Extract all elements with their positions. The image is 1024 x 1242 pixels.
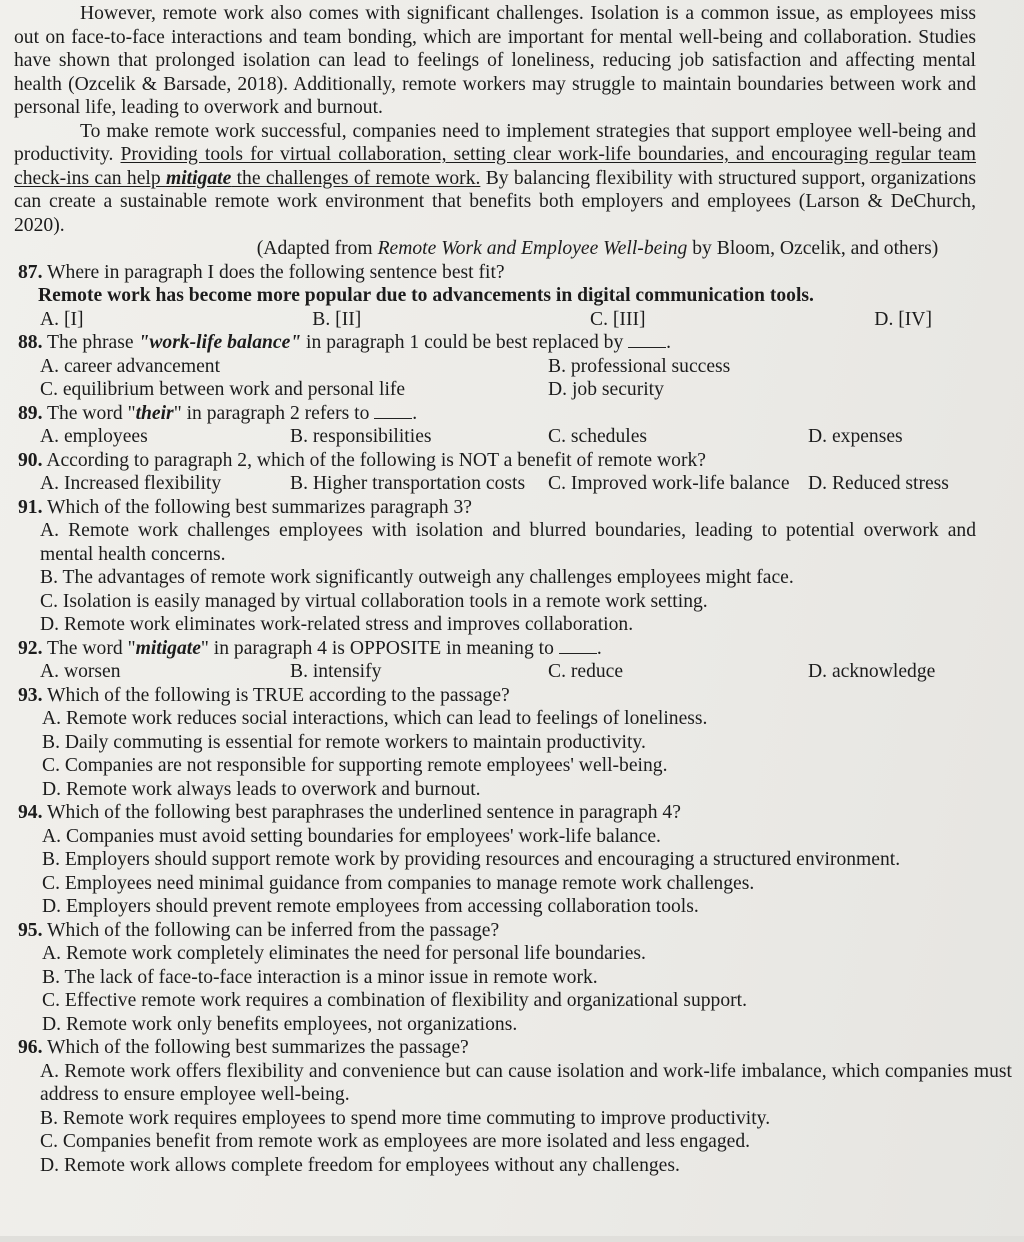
option-d[interactable]: D. Reduced stress — [808, 473, 949, 494]
option-b[interactable]: B. Higher transportation costs — [290, 473, 526, 494]
target-sentence: Remote work has become more popular due to advancements in digital communication tools. — [38, 285, 814, 306]
options-row-1 — [40, 355, 976, 379]
question-number: 90. — [18, 449, 43, 471]
option-c[interactable]: C. schedules — [548, 426, 648, 447]
question-number: 87. — [18, 261, 43, 283]
stem-part-2: " in paragraph 4 is OPPOSITE in meaning to — [200, 637, 554, 659]
question-number: 88. — [18, 332, 43, 353]
option-a[interactable]: A. career advancement — [40, 355, 221, 377]
stem-part-1: The word " — [47, 402, 136, 424]
option-c[interactable]: C. Employees need minimal guidance from companies to manage remote work challenges. — [42, 872, 755, 894]
option-a[interactable]: A. Remote work reduces social interactions, which can lead to feelings of loneliness. — [42, 708, 708, 729]
question-88: 88. The phrase "work-life balance" in paragraph 1 could be best replaced by . A. career advancement B. professional success C. equilibrium between work and personal life D. job security — [18, 331, 976, 402]
stem-part-2: in paragraph 1 could be best replaced by — [301, 332, 624, 353]
option-a[interactable]: A. employees — [40, 426, 148, 447]
passage-paragraph-3 — [14, 2, 976, 120]
question-stem: Which of the following best summarizes paragraph 3? — [47, 496, 472, 518]
option-a[interactable]: A. Remote work completely eliminates the need for personal life boundaries. — [42, 943, 646, 964]
question-number: 91. — [18, 496, 43, 518]
option-a[interactable]: A. Increased flexibility — [40, 473, 222, 494]
option-a[interactable]: A. worsen — [40, 661, 121, 682]
option-c[interactable]: C. [III] — [590, 308, 646, 330]
options-row — [40, 308, 976, 332]
option-b[interactable]: B. Daily commuting is essential for remote workers to maintain productivity. — [42, 731, 646, 753]
option-c[interactable]: C. Isolation is easily managed by virtual collaboration tools in a remote work setting. — [40, 590, 708, 612]
option-b[interactable]: B. professional success — [548, 355, 731, 377]
option-a[interactable]: A. Remote work challenges employees with isolation and blurred boundaries, leading to potential overwork and mental health concerns. — [40, 520, 976, 565]
source-prefix: (Adapted from — [256, 238, 378, 259]
question-stem: Which of the following best paraphrases the underlined sentence in paragraph 4? — [47, 802, 681, 823]
options-row-2 — [40, 378, 976, 402]
key-phrase: "work-life balance" — [138, 332, 302, 353]
option-b[interactable]: B. [II] — [312, 308, 362, 330]
question-95 — [18, 919, 976, 1037]
option-c[interactable]: C. Improved work-life balance — [548, 473, 790, 494]
option-b[interactable]: B. responsibilities — [290, 426, 432, 447]
option-a[interactable]: A. [I] — [40, 308, 84, 330]
question-90 — [18, 449, 976, 496]
source-title: Remote Work and Employee Well-being — [377, 238, 688, 259]
options-row — [40, 425, 976, 449]
underlined-part-1: Providing tools for virtual collaboration, setting clear work-life boundaries, and encouraging regular team check-ins can help — [14, 144, 976, 189]
option-d[interactable]: D. expenses — [808, 426, 903, 447]
option-a[interactable]: A. Companies must avoid setting boundaries for employees' work-life balance. — [42, 825, 661, 847]
question-87 — [18, 261, 976, 332]
option-c[interactable]: C. reduce — [548, 661, 624, 682]
question-89: 89. The word "their" in paragraph 2 refers to . A. employees B. responsibilities C. schedules D. expenses — [18, 402, 976, 449]
mitigate-word: mitigate — [165, 167, 232, 189]
option-b[interactable]: B. Employers should support remote work by providing resources and encouraging a structured environment. — [42, 849, 901, 870]
question-number: 92. — [18, 637, 43, 659]
key-word: their — [135, 402, 174, 424]
stem-part-1: The phrase — [47, 332, 139, 353]
question-stem: Which of the following is TRUE according to the passage? — [47, 684, 510, 706]
option-b[interactable]: B. Remote work requires employees to spend more time commuting to improve productivity. — [40, 1107, 771, 1129]
question-number: 95. — [18, 919, 43, 941]
option-d[interactable]: D. Remote work allows complete freedom for employees without any challenges. — [40, 1154, 680, 1176]
option-d[interactable]: D. job security — [548, 379, 664, 400]
option-d[interactable]: D. Remote work only benefits employees, not organizations. — [42, 1013, 518, 1035]
question-96 — [18, 1036, 1012, 1177]
question-number: 93. — [18, 684, 43, 706]
option-c[interactable]: C. Companies benefit from remote work as employees are more isolated and less engaged. — [40, 1131, 751, 1152]
option-d[interactable]: D. Remote work eliminates work-related stress and improves collaboration. — [40, 614, 634, 635]
page-bottom-edge — [0, 1236, 1024, 1242]
option-b[interactable]: B. The advantages of remote work significantly outweigh any challenges employees might face. — [40, 567, 794, 588]
question-93 — [18, 684, 976, 802]
option-d[interactable]: D. Remote work always leads to overwork and burnout. — [42, 778, 481, 800]
option-d[interactable]: D. [IV] — [874, 308, 932, 330]
question-91 — [18, 496, 976, 637]
passage-paragraph-4 — [14, 120, 976, 238]
option-b[interactable]: B. intensify — [290, 661, 382, 682]
answer-blank — [628, 347, 666, 348]
options-row — [40, 660, 976, 684]
question-number: 89. — [18, 402, 43, 424]
underlined-part-2: the challenges of remote work. — [231, 167, 481, 189]
question-number: 94. — [18, 802, 43, 823]
answer-blank — [374, 418, 412, 419]
source-authors: by Bloom, Ozcelik, and others) — [687, 238, 939, 259]
option-c[interactable]: C. equilibrium between work and personal life — [40, 379, 406, 400]
option-c[interactable]: C. Effective remote work requires a combination of flexibility and organizational support. — [42, 990, 747, 1011]
paragraph-4-tail: By balancing flexibility with structured support, organizations can create a sustainable remote work environment that benefits both employers and employees (Larson & DeChurch, 2020). — [14, 167, 976, 236]
question-stem: Which of the following best summarizes the passage? — [47, 1037, 469, 1058]
option-d[interactable]: D. acknowledge — [808, 661, 936, 682]
question-94 — [18, 801, 976, 919]
paragraph-3-text: However, remote work also comes with significant challenges. Isolation is a common issue, as employees miss out on face-to-face interactions and team bonding, which are important for mental well-being and collaboration. Studies have shown that prolonged isolation can lead to feelings of loneliness, reducing job satisfaction and affecting mental health (Ozcelik & Barsade, 2018). Additionally, remote workers may struggle to maintain boundaries between work and personal life, leading to overwork and burnout. — [14, 3, 976, 118]
options-row — [40, 472, 976, 496]
answer-blank — [559, 653, 597, 654]
question-stem: Where in paragraph I does the following sentence best fit? — [47, 261, 505, 283]
option-b[interactable]: B. The lack of face-to-face interaction is a minor issue in remote work. — [42, 966, 598, 988]
option-d[interactable]: D. Employers should prevent remote employees from accessing collaboration tools. — [42, 896, 699, 917]
question-stem: Which of the following can be inferred from the passage? — [47, 919, 500, 941]
source-citation — [14, 237, 976, 261]
stem-part-1: The word " — [47, 637, 136, 659]
option-a[interactable]: A. Remote work offers flexibility and convenience but can cause isolation and work-life imbalance, which companies must address to ensure employee well-being. — [40, 1060, 1012, 1105]
key-word: mitigate — [135, 637, 201, 659]
paragraph-4-lead: To make remote work successful, companies need to implement strategies that support employee well-being and productivity. — [14, 120, 976, 165]
question-number: 96. — [18, 1037, 43, 1058]
stem-part-2: " in paragraph 2 refers to — [173, 402, 370, 424]
question-stem: According to paragraph 2, which of the following is NOT a benefit of remote work? — [46, 449, 706, 471]
question-92: 92. The word "mitigate" in paragraph 4 is OPPOSITE in meaning to . A. worsen B. intensify C. reduce D. acknowledge — [18, 637, 976, 684]
option-c[interactable]: C. Companies are not responsible for supporting remote employees' well-being. — [42, 755, 668, 776]
